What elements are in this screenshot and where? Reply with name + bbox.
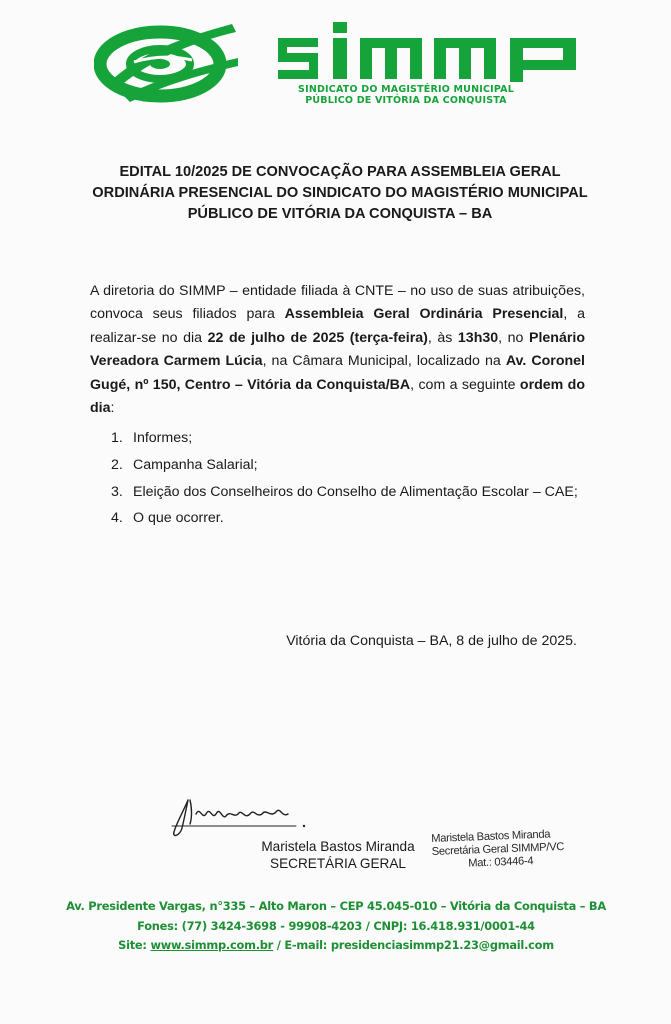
- signatory-block: [248, 838, 428, 872]
- agenda-number: 4.: [111, 510, 123, 527]
- place-and-date: Vitória da Conquista – BA, 8 de julho de 2025.: [286, 633, 577, 649]
- logo-subtitle-line1: SINDICATO DO MAGISTÉRIO MUNICIPAL: [298, 84, 514, 95]
- simmp-wordmark: [278, 20, 580, 82]
- text-segment: , a realizar-se no dia: [90, 306, 585, 346]
- agenda-number: 3.: [111, 483, 123, 500]
- text-segment: , na Câmara Municipal, localizado na: [262, 353, 506, 370]
- document-title: [60, 162, 620, 225]
- agenda-item: [111, 479, 578, 506]
- agenda-list: [111, 425, 578, 532]
- title-line3: PÚBLICO DE VITÓRIA DA CONQUISTA – BA: [187, 206, 493, 222]
- simmp-emblem-logo: [94, 18, 240, 106]
- convocation-paragraph: [90, 280, 585, 420]
- stamp-name: Maristela Bastos Miranda: [431, 828, 551, 845]
- logo-subtitle: [286, 84, 526, 106]
- bold-segment: Av. Coronel Gugé, nº 150, Centro – Vitória da Conquista/BA: [90, 353, 585, 393]
- text-segment: A diretoria do SIMMP – entidade filiada à CNTE – no uso de suas atribuições, convoca seus filiados para: [90, 283, 585, 323]
- handwritten-signature: [166, 792, 426, 840]
- stamp-registration: Mat.: 03446-4: [467, 855, 534, 870]
- agenda-number: 1.: [111, 430, 123, 446]
- text-segment: :: [110, 400, 115, 417]
- signatory-role: SECRETÁRIA GERAL: [270, 856, 406, 871]
- email-label: / E-mail:: [273, 938, 331, 953]
- official-stamp: [431, 828, 565, 872]
- bold-segment: ordem do dia: [90, 376, 585, 417]
- bold-segment: Assembleia Geral Ordinária Presencial: [284, 306, 564, 323]
- footer-phones: Fones: (77) 3424-3698 - 99908-4203 / CNPJ: 16.418.931/0001-44: [137, 918, 535, 933]
- bold-segment: Plenário Vereadora Carmem Lúcia: [90, 329, 585, 370]
- stamp-role: Secretária Geral SIMMP/VC: [431, 840, 565, 858]
- agenda-text: Campanha Salarial;: [133, 456, 258, 473]
- site-label: Site:: [118, 938, 151, 953]
- footer-contact: [60, 897, 612, 956]
- signatory-name: Maristela Bastos Miranda: [261, 839, 415, 854]
- text-segment: , com a seguinte: [410, 376, 520, 393]
- bold-segment: 22 de julho de 2025 (terça-feira): [207, 329, 428, 346]
- email-address[interactable]: presidenciasimmp21.23@gmail.com: [330, 938, 554, 953]
- title-line2: ORDINÁRIA PRESENCIAL DO SINDICATO DO MAGISTÉRIO MUNICIPAL: [92, 185, 588, 201]
- agenda-item: [111, 505, 578, 532]
- site-link[interactable]: www.simmp.com.br: [150, 938, 274, 953]
- agenda-item: [111, 452, 578, 479]
- agenda-text: O que ocorrer.: [133, 510, 224, 527]
- title-line1: EDITAL 10/2025 DE CONVOCAÇÃO PARA ASSEMBLEIA GERAL: [119, 164, 561, 180]
- agenda-text: Informes;: [133, 430, 193, 446]
- bold-segment: 13h30: [457, 329, 499, 346]
- logo-subtitle-line2: PÚBLICO DE VITÓRIA DA CONQUISTA: [305, 95, 507, 106]
- footer-links: [60, 936, 612, 956]
- text-segment: , às: [427, 329, 458, 346]
- footer-address: Av. Presidente Vargas, n°335 – Alto Maron – CEP 45.045-010 – Vitória da Conquista – BA: [66, 899, 606, 913]
- agenda-item: [111, 425, 578, 452]
- agenda-text: Eleição dos Conselheiros do Conselho de Alimentação Escolar – CAE;: [133, 483, 578, 500]
- text-segment: , no: [498, 329, 530, 346]
- agenda-number: 2.: [111, 456, 123, 473]
